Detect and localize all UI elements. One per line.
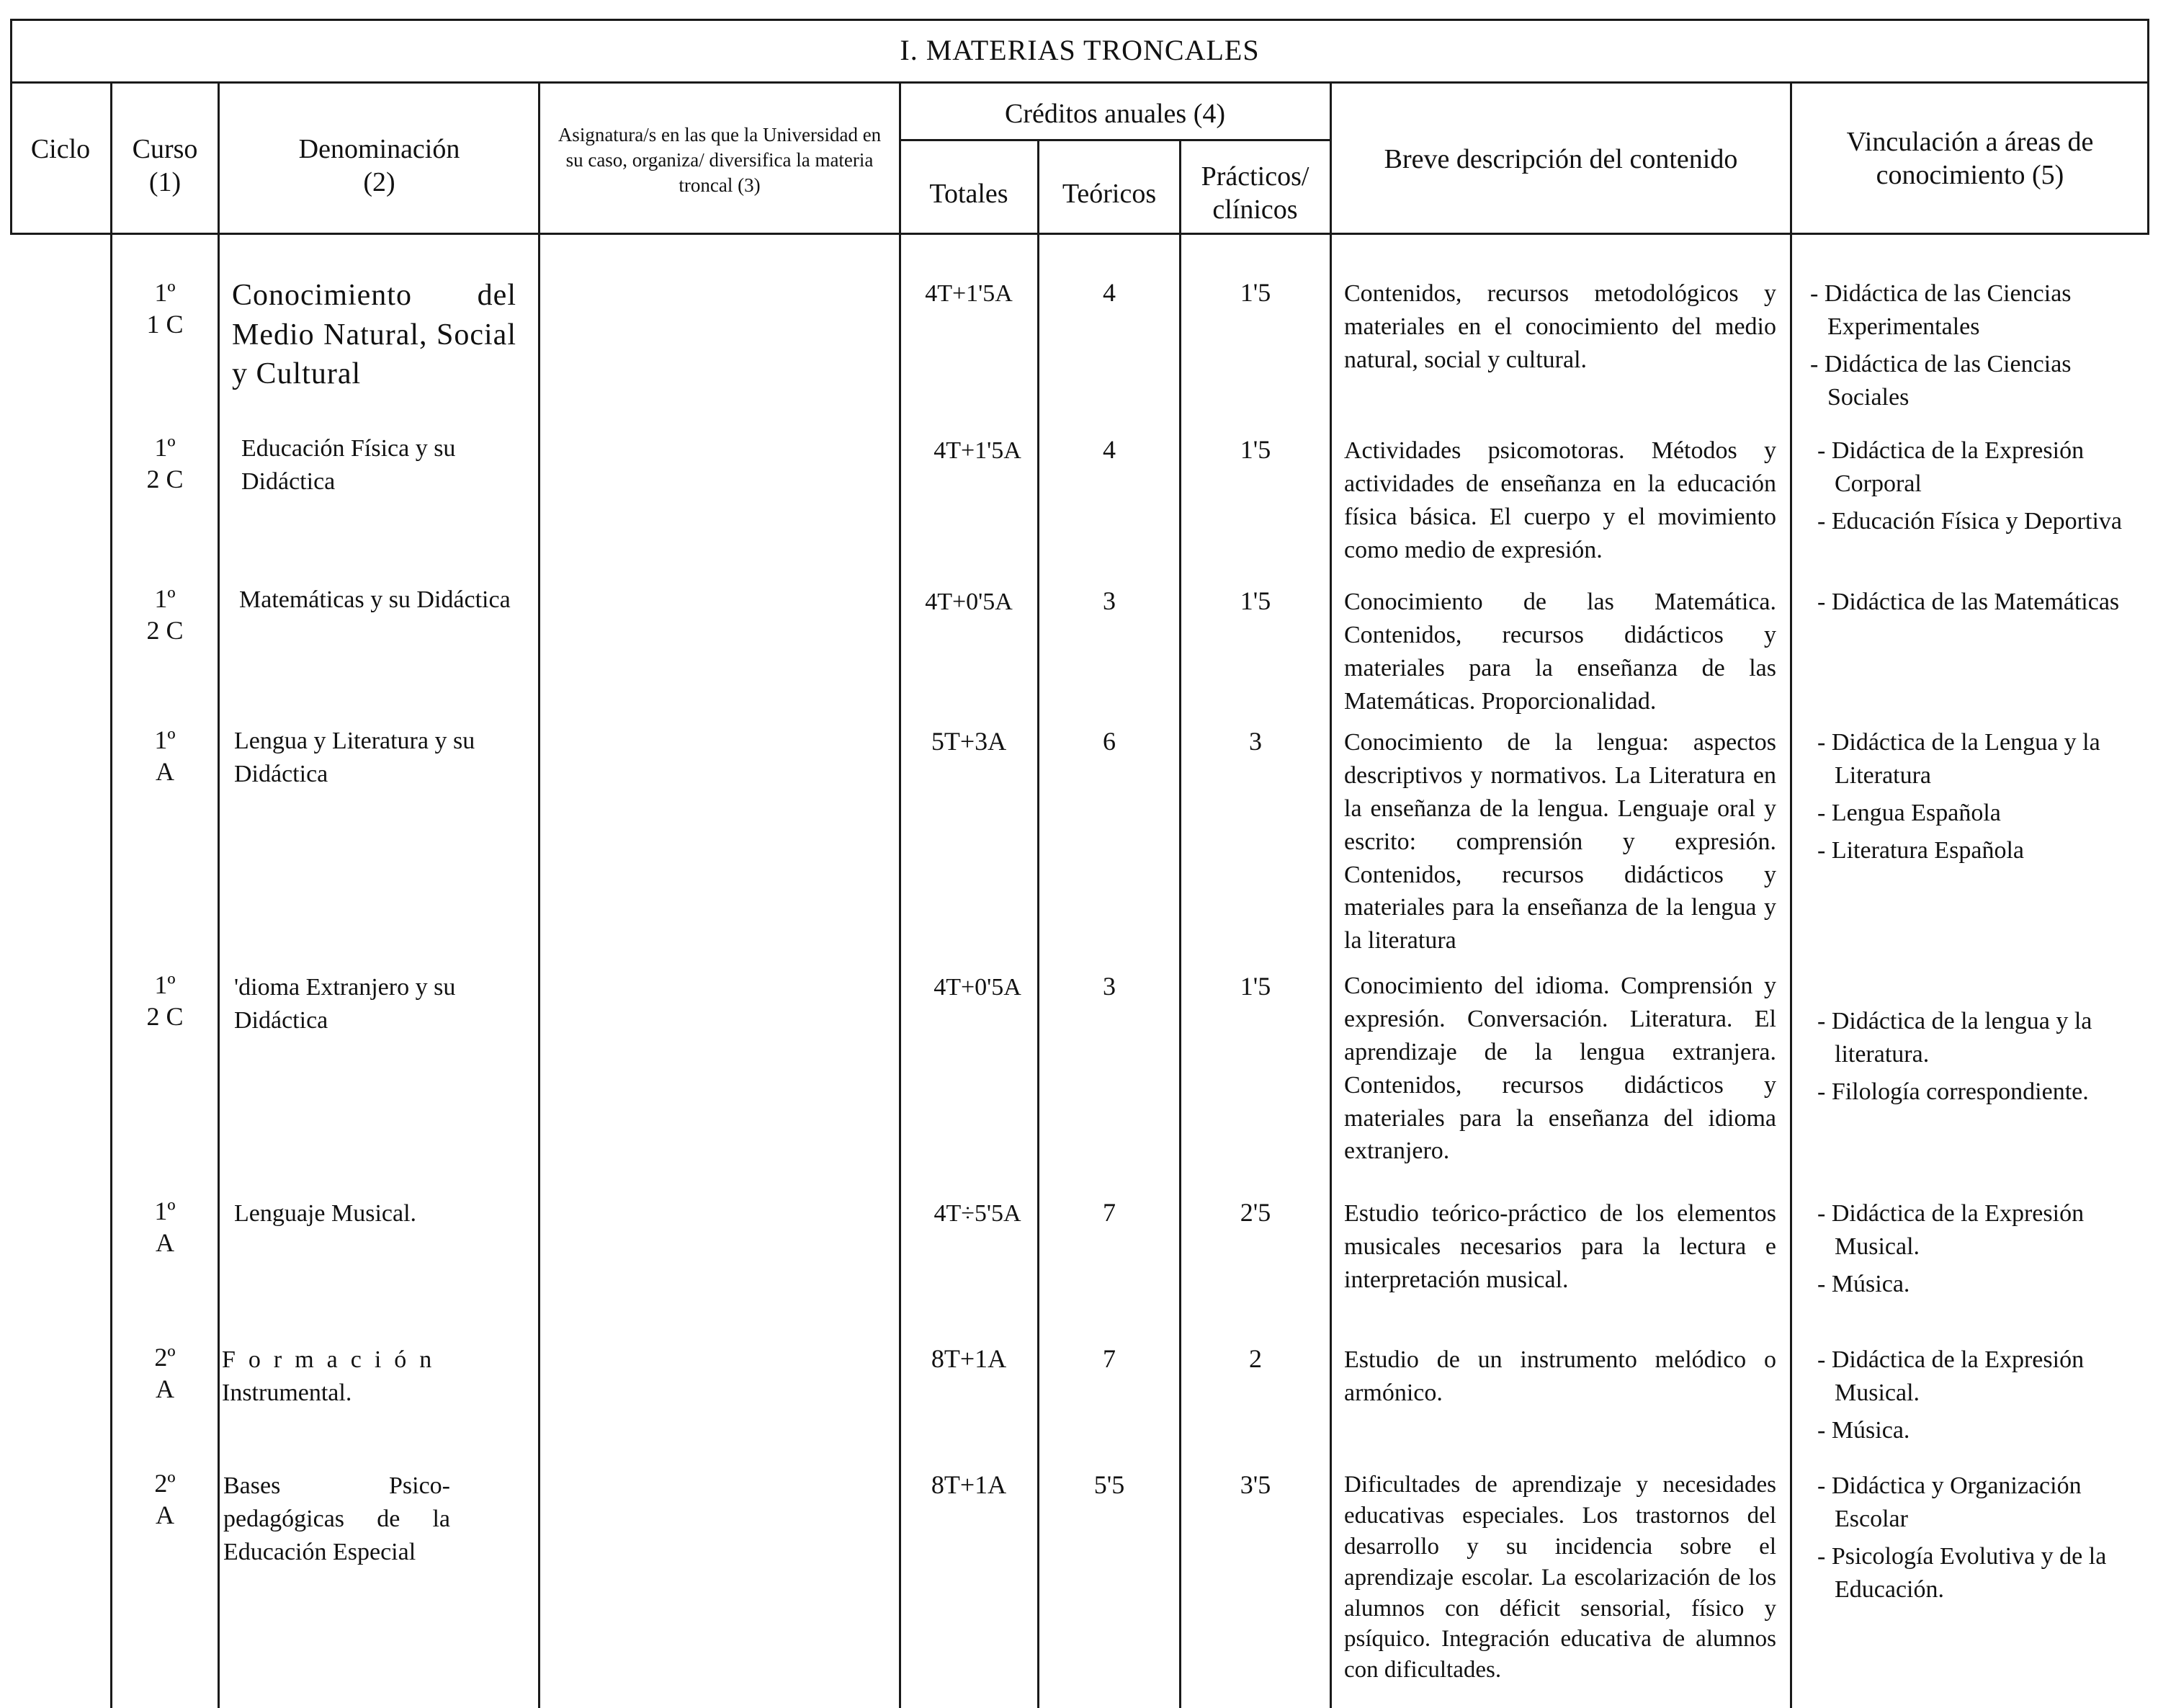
row4-curso-value: 1º [154, 725, 176, 754]
row3-totales: 4T+0'5A [925, 589, 1013, 615]
row3-areas [1812, 586, 2143, 623]
row8-teoricos: 5'5 [1093, 1470, 1125, 1499]
row4-denominacion: Lengua y Literatura y su Didáctica [234, 728, 475, 787]
row1-area-1: - Didáctica de las Ciencias Experimentales [1810, 280, 2072, 340]
row6-descripcion: Estudio teórico-práctico de los elementos musicales necesarios para la lectura e interpretación musical. [1344, 1200, 1776, 1293]
row7-curso-value: 2º [154, 1343, 176, 1372]
row5-totales: 4T+0'5A [934, 974, 1021, 1001]
row2-area-1: - Didáctica de la Expresión Corporal [1817, 437, 2085, 497]
row7-areas [1812, 1343, 2143, 1452]
table-top-border [10, 19, 2149, 21]
header-bottom-rule [10, 233, 2149, 235]
row3-curso [112, 584, 218, 647]
row5-area-1: - Didáctica de la lengua y la literatura. [1817, 1008, 2092, 1068]
row7-practicos: 2 [1249, 1344, 1262, 1373]
table-title: I. MATERIAS TRONCALES [900, 34, 1260, 66]
header-denominacion-label: Denominación [298, 134, 460, 164]
row2-practicos: 1'5 [1240, 435, 1271, 464]
row7-denominacion-line1: Formación [222, 1346, 445, 1373]
row8-totales: 8T+1A [931, 1470, 1007, 1499]
row4-areas [1812, 726, 2143, 872]
header-totales: Totales [929, 179, 1008, 209]
row5-teoricos: 3 [1103, 972, 1116, 1001]
row6-teoricos: 7 [1103, 1198, 1116, 1227]
header-curso [112, 133, 218, 200]
row2-curso [112, 432, 218, 496]
col-divider-4 [899, 81, 901, 1708]
row6-periodo: A [156, 1228, 174, 1257]
row8-area-1: - Didáctica y Organización Escolar [1817, 1472, 2082, 1532]
row4-area-3: - Literatura Española [1817, 836, 2024, 864]
row7-area-1: - Didáctica de la Expresión Musical. [1817, 1346, 2085, 1406]
row3-practicos: 1'5 [1240, 586, 1271, 615]
row1-curso-value: 1º [154, 278, 176, 307]
header-vinculacion: Vinculación a áreas de conocimiento (5) [1846, 127, 2094, 191]
row4-practicos: 3 [1249, 727, 1262, 756]
header-curso-note: (1) [148, 167, 182, 198]
row4-descripcion: Conocimiento de la lengua: aspectos descriptivos y normativos. La Literatura en la enseñanza de la lengua. Lenguaje oral y escrito: comprensión y expresión. Contenidos, recursos didácticos y materiales para la enseñanza de la lengua y la literatura [1344, 729, 1776, 954]
row6-area-2: - Música. [1817, 1270, 1910, 1297]
header-denominacion-note: (2) [363, 167, 395, 198]
row2-areas [1812, 434, 2143, 542]
row8-area-2: - Psicología Evolutiva y de la Educación. [1817, 1542, 2107, 1603]
row5-descripcion: Conocimiento del idioma. Comprensión y expresión. Conversación. Literatura. El aprendizaje de la lengua extranjera. Contenidos, recursos didácticos y materiales para la enseñanza del idioma extranjero. [1344, 973, 1776, 1165]
row6-totales: 4T÷5'5A [934, 1200, 1021, 1227]
row3-teoricos: 3 [1103, 586, 1116, 615]
row7-periodo: A [156, 1374, 174, 1403]
row3-denominacion: Matemáticas y su Didáctica [239, 586, 511, 613]
row7-curso [112, 1342, 218, 1405]
row2-descripcion: Actividades psicomotoras. Métodos y actividades de enseñanza en la educación física básica. El cuerpo y el movimiento como medio de expresión. [1344, 437, 1776, 563]
row3-area-1: - Didáctica de las Matemáticas [1817, 589, 2120, 615]
row2-denominacion: Educación Física y su Didáctica [241, 435, 456, 495]
row5-curso [112, 970, 218, 1033]
row7-denominacion [222, 1343, 532, 1410]
header-practicos: Prácticos/ clínicos [1201, 161, 1309, 225]
row5-denominacion: 'dioma Extranjero y su Didáctica [234, 974, 456, 1034]
row7-descripcion: Estudio de un instrumento melódico o armónico. [1344, 1346, 1776, 1406]
header-ciclo: Ciclo [30, 134, 91, 164]
row8-areas [1812, 1470, 2143, 1611]
row8-curso [112, 1468, 218, 1532]
row5-practicos: 1'5 [1240, 972, 1271, 1001]
row1-areas [1804, 277, 2143, 419]
row7-area-2: - Música. [1817, 1416, 1910, 1444]
row4-teoricos: 6 [1103, 727, 1116, 756]
row4-totales: 5T+3A [931, 727, 1007, 756]
row6-areas [1812, 1197, 2143, 1305]
row1-periodo: 1 C [146, 309, 184, 339]
row5-curso-value: 1º [154, 970, 176, 999]
title-bottom-rule [10, 81, 2149, 84]
row8-periodo: A [156, 1500, 174, 1529]
header-denominacion [220, 133, 539, 200]
header-creditos: Créditos anuales (4) [1004, 99, 1226, 129]
row7-denominacion-line2: Instrumental. [222, 1379, 352, 1406]
row3-curso-value: 1º [154, 584, 176, 613]
row7-teoricos: 7 [1103, 1344, 1116, 1373]
row5-periodo: 2 C [146, 1001, 184, 1031]
header-asignaturas: Asignatura/s en las que la Universidad en su caso, organiza/ diversifica la materia troncal (3) [558, 124, 882, 197]
row8-curso-value: 2º [154, 1469, 176, 1498]
row2-periodo: 2 C [146, 464, 184, 493]
row1-descripcion: Contenidos, recursos metodológicos y materiales en el conocimiento del medio natural, social y cultural. [1344, 280, 1776, 373]
col-divider-3 [538, 81, 540, 1708]
row8-descripcion: Dificultades de aprendizaje y necesidades educativas especiales. Los trastornos del desarrollo y su incidencia sobre el aprendizaje escolar. La escolarización de los alumnos con déficit sensorial, físico y psíquico. Integración educativa de alumnos con dificultades. [1344, 1472, 1776, 1684]
row5-area-2: - Filología correspondiente. [1817, 1078, 2089, 1105]
row2-teoricos: 4 [1103, 435, 1116, 464]
row8-denominacion: Bases Psico-pedagógicas de la Educación Especial [223, 1472, 450, 1565]
row6-area-1: - Didáctica de la Expresión Musical. [1817, 1200, 2085, 1260]
row4-periodo: A [156, 756, 174, 786]
row6-denominacion: Lenguaje Musical. [234, 1200, 417, 1227]
row4-area-2: - Lengua Española [1817, 799, 2001, 826]
col-divider-7 [1330, 81, 1332, 1708]
row1-totales: 4T+1'5A [925, 280, 1013, 307]
row3-periodo: 2 C [146, 615, 184, 645]
row8-practicos: 3'5 [1240, 1470, 1271, 1499]
row2-curso-value: 1º [154, 433, 176, 462]
header-descripcion: Breve descripción del contenido [1384, 144, 1738, 174]
header-teoricos: Teóricos [1062, 179, 1157, 209]
row1-denominacion: Conocimiento del Medio Natural, Social y Cultural [232, 279, 516, 391]
row7-totales: 8T+1A [931, 1344, 1007, 1373]
row2-area-2: - Educación Física y Deportiva [1817, 507, 2122, 535]
row1-curso [112, 277, 218, 341]
row1-teoricos: 4 [1103, 278, 1116, 307]
col-divider-8 [1790, 81, 1792, 1708]
row1-practicos: 1'5 [1240, 278, 1271, 307]
row6-curso [112, 1196, 218, 1259]
row1-area-2: - Didáctica de las Ciencias Sociales [1810, 350, 2072, 411]
row6-curso-value: 1º [154, 1197, 176, 1225]
creditos-sub-rule [899, 139, 1331, 141]
row3-descripcion: Conocimiento de las Matemática. Contenidos, recursos didácticos y materiales para la enseñanza de las Matemáticas. Proporcionalidad. [1344, 589, 1776, 715]
row6-practicos: 2'5 [1240, 1198, 1271, 1227]
header-curso-label: Curso [132, 134, 198, 164]
row2-totales: 4T+1'5A [934, 437, 1021, 464]
row5-areas [1812, 1005, 2143, 1113]
row4-area-1: - Didáctica de la Lengua y la Literatura [1817, 729, 2100, 789]
row4-curso [112, 725, 218, 788]
